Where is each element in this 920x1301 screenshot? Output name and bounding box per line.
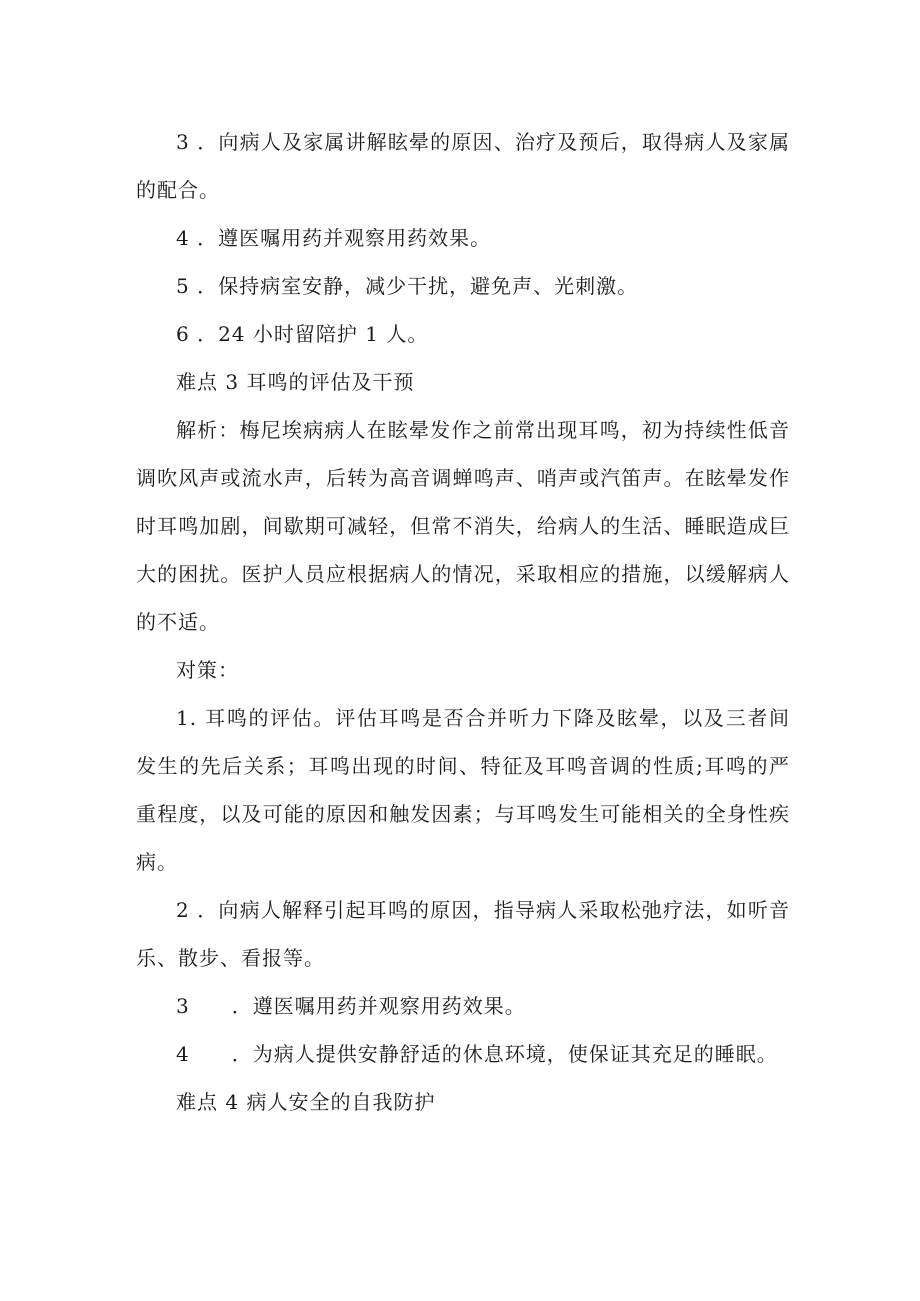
paragraph-step-5-quiet: 5 ．保持病室安静，减少干扰，避免声、光刺激。 [176,274,639,298]
heading-difficulty-3: 难点 3 耳鸣的评估及干预 [176,370,415,394]
paragraph-step-3-explain: 3 ．向病人及家属讲解眩晕的原因、治疗及预后，取得病人及家属的配合。 [136,130,790,202]
paragraph-tinnitus-assessment: 1. 耳鸣的评估。评估耳鸣是否合并听力下降及眩晕，以及三者间发生的先后关系；耳鸣出现的时间、特征及耳鸣音调的性质;耳鸣的严重程度，以及可能的原因和触发因素；与耳鸣发生可能相关的全身性疾病。 [136,706,790,874]
paragraph-step-4-medication: 4 ．遵医嘱用药并观察用药效果。 [176,226,492,250]
paragraph-tinnitus-explain: 2 ．向病人解释引起耳鸣的原因，指导病人采取松弛疗法，如听音乐、散步、看报等。 [136,898,790,970]
paragraph-tinnitus-environment: 4 ．为病人提供安静舒适的休息环境，使保证其充足的睡眠。 [176,1042,778,1066]
label-countermeasures: 对策： [176,658,239,682]
document-body [136,118,790,1126]
paragraph-step-6-escort: 6 ．24 小时留陪护 1 人。 [176,322,429,346]
paragraph-analysis: 解析：梅尼埃病病人在眩晕发作之前常出现耳鸣，初为持续性低音调吹风声或流水声，后转为高音调蝉鸣声、哨声或汽笛声。在眩晕发作时耳鸣加剧，间歇期可减轻，但常不消失，给病人的生活、睡眠造成巨大的困扰。医护人员应根据病人的情况，采取相应的措施，以缓解病人的不适。 [136,418,790,634]
heading-difficulty-4: 难点 4 病人安全的自我防护 [176,1090,436,1114]
paragraph-tinnitus-medication: 3 ．遵医嘱用药并观察用药效果。 [176,994,526,1018]
